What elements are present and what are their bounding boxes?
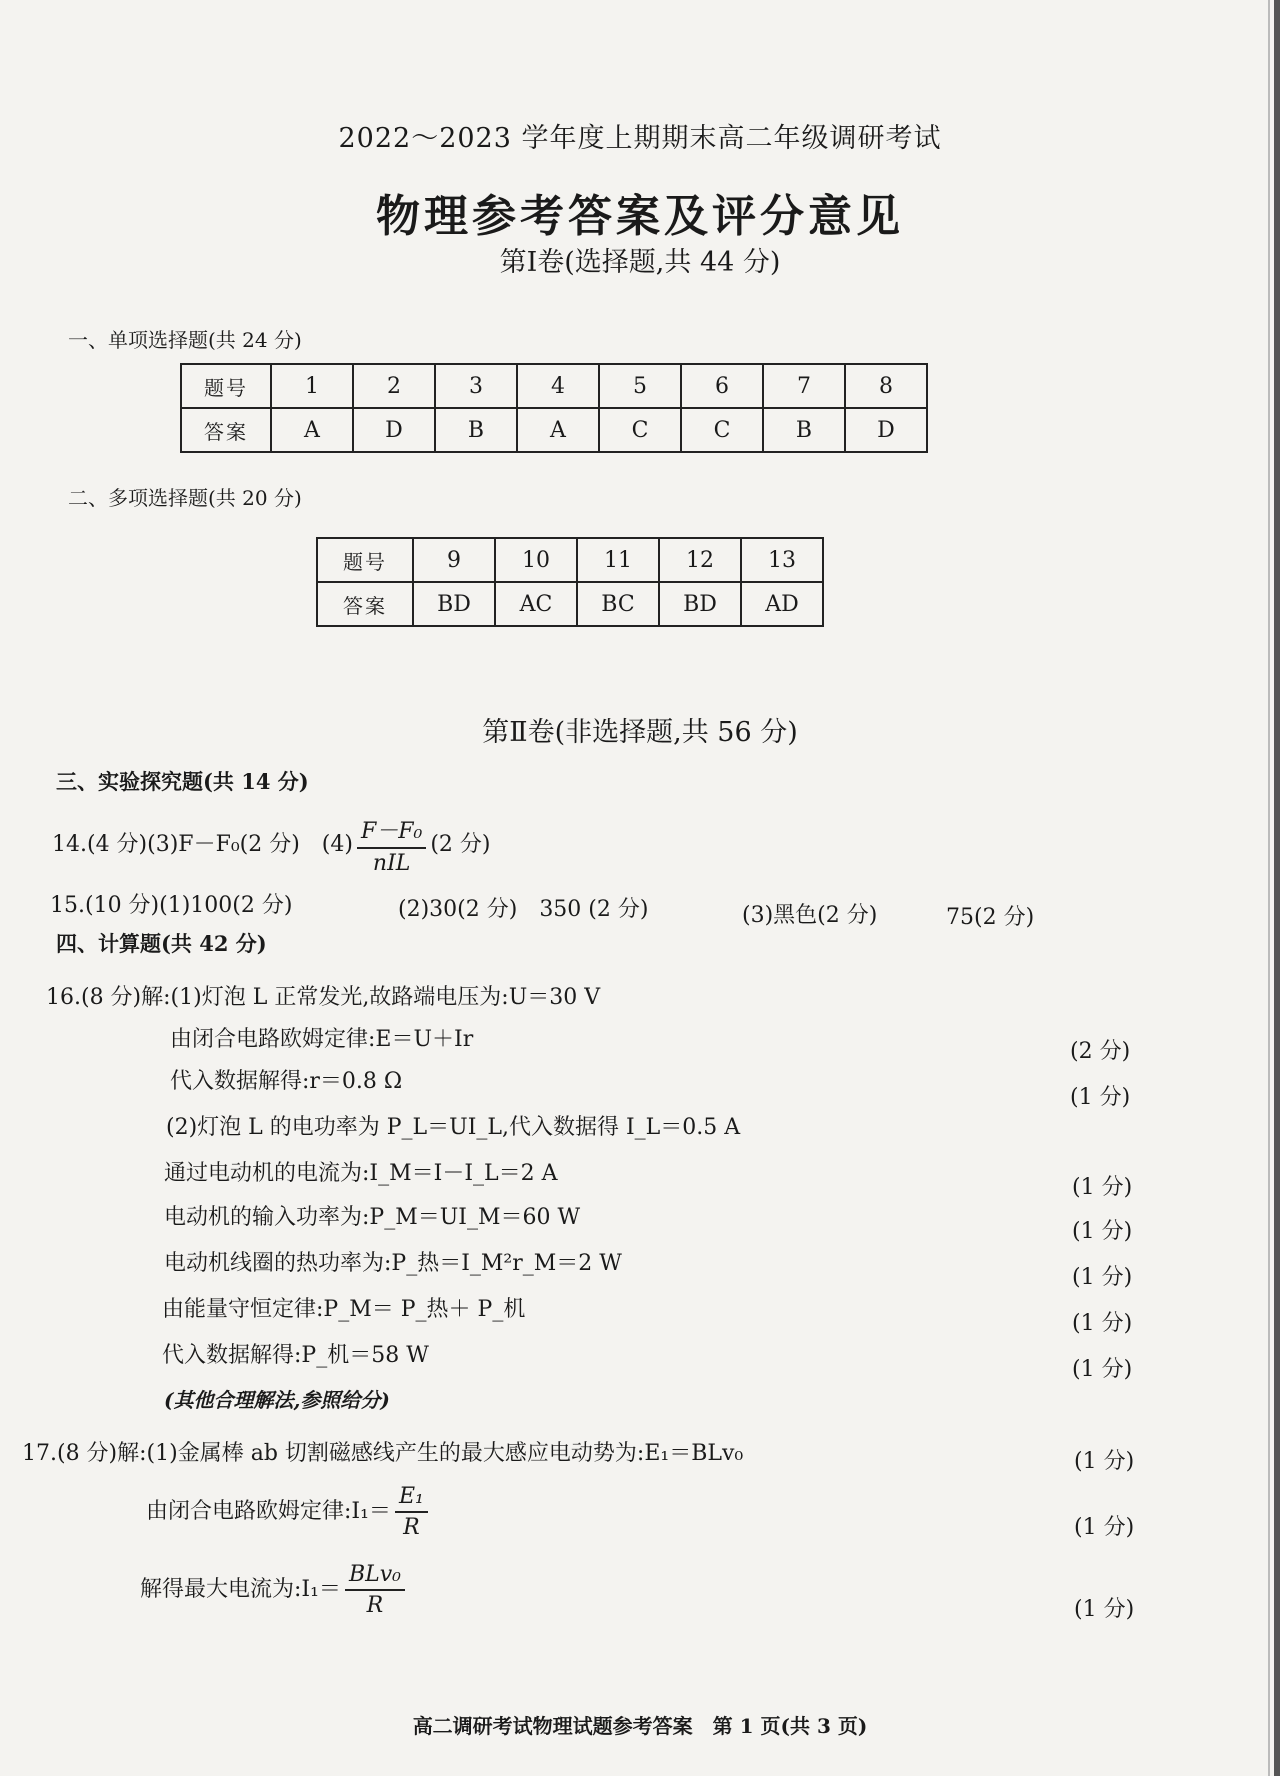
question-number-cell: 1 (271, 364, 353, 408)
answer-cell: BD (413, 582, 495, 626)
question-number-cell: 9 (413, 538, 495, 582)
q17-score-3: (1 分) (1074, 1597, 1135, 1622)
q16-line-4: (2)灯泡 L 的电功率为 P_L＝UI_L,代入数据得 I_L＝0.5 A (166, 1115, 741, 1140)
answer-cell: A (517, 408, 599, 452)
answer-cell: D (845, 408, 927, 452)
q14-fraction (357, 814, 426, 876)
row-label-number: 题号 (317, 538, 413, 582)
multi-choice-heading: 二、多项选择题(共 20 分) (68, 486, 302, 510)
q17-line-1: 17.(8 分)解:(1)金属棒 ab 切割磁感线产生的最大感应电动势为:E₁＝BLv₀ (22, 1441, 744, 1466)
part1-heading: 第Ⅰ卷(选择题,共 44 分) (499, 247, 781, 278)
q15-part2: (2)30(2 分) 350 (2 分) (398, 897, 649, 922)
q17-score-1: (1 分) (1074, 1449, 1135, 1474)
q16-line-8: 由能量守恒定律:P_M＝ P_热＋ P_机 (162, 1297, 526, 1322)
row-label-answer: 答案 (317, 582, 413, 626)
multi-choice-table (316, 537, 824, 627)
q17-line-3 (140, 1562, 409, 1618)
q16-score-8: (1 分) (1072, 1311, 1133, 1336)
question-number-cell: 3 (435, 364, 517, 408)
answer-cell: D (353, 408, 435, 452)
q15-part3: (3)黑色(2 分) (742, 903, 878, 928)
q16-line-5: 通过电动机的电流为:I_M＝I－I_L＝2 A (164, 1161, 558, 1186)
answer-cell: AD (741, 582, 823, 626)
answer-cell: AC (495, 582, 577, 626)
q14-fraction-den: nIL (372, 851, 411, 876)
q17-line-2 (146, 1484, 432, 1540)
exam-name: 2022～2023 学年度上期期末高二年级调研考试 (338, 123, 942, 154)
q14-line (52, 814, 491, 876)
q17-fraction-2-num: BLv₀ (345, 1562, 405, 1591)
row-label-number: 题号 (181, 364, 271, 408)
table-row-numbers (181, 364, 927, 408)
question-number-cell: 6 (681, 364, 763, 408)
table-row-answers (317, 582, 823, 626)
answer-cell: B (763, 408, 845, 452)
row-label-answer: 答案 (181, 408, 271, 452)
q17-fraction-1 (395, 1484, 428, 1540)
question-number-cell: 5 (599, 364, 681, 408)
section3-heading: 三、实验探究题(共 14 分) (56, 769, 309, 794)
answer-cell: B (435, 408, 517, 452)
q17-fraction-2 (345, 1562, 405, 1618)
page-footer: 高二调研考试物理试题参考答案 第 1 页(共 3 页) (412, 1714, 868, 1738)
q16-score-3: (1 分) (1070, 1085, 1131, 1110)
single-choice-table (180, 363, 928, 453)
q16-score-7: (1 分) (1072, 1265, 1133, 1290)
q16-score-9: (1 分) (1072, 1357, 1133, 1382)
section4-heading: 四、计算题(共 42 分) (56, 931, 267, 956)
q14-fraction-num: F－F₀ (357, 814, 426, 849)
single-choice-heading: 一、单项选择题(共 24 分) (68, 328, 302, 352)
q17-fraction-2-den: R (366, 1593, 384, 1618)
q16-line-2: 由闭合电路欧姆定律:E＝U＋Ir (170, 1027, 474, 1052)
q15-part1: 15.(10 分)(1)100(2 分) (50, 893, 293, 918)
question-number-cell: 4 (517, 364, 599, 408)
question-number-cell: 7 (763, 364, 845, 408)
question-number-cell: 10 (495, 538, 577, 582)
answer-cell: C (681, 408, 763, 452)
q17-score-2: (1 分) (1074, 1515, 1135, 1540)
q16-note: (其他合理解法,参照给分) (164, 1388, 390, 1412)
q17-line-2-prefix: 由闭合电路欧姆定律:I₁＝ (146, 1499, 391, 1524)
question-number-cell: 8 (845, 364, 927, 408)
q16-score-5: (1 分) (1072, 1175, 1133, 1200)
page-title: 物理参考答案及评分意见 (376, 191, 904, 242)
answer-cell: BD (659, 582, 741, 626)
q16-score-2: (2 分) (1070, 1039, 1131, 1064)
q16-line-3: 代入数据解得:r＝0.8 Ω (170, 1069, 403, 1094)
q16-line-6: 电动机的输入功率为:P_M＝UI_M＝60 W (164, 1205, 581, 1230)
table-row-numbers (317, 538, 823, 582)
question-number-cell: 11 (577, 538, 659, 582)
q16-line-7: 电动机线圈的热功率为:P_热＝I_M²r_M＝2 W (164, 1251, 622, 1276)
q17-fraction-1-num: E₁ (395, 1484, 428, 1513)
answer-cell: A (271, 408, 353, 452)
part2-heading: 第Ⅱ卷(非选择题,共 56 分) (482, 717, 798, 748)
q15-part4: 75(2 分) (946, 905, 1035, 930)
q14-prefix: 14.(4 分)(3)F－F₀(2 分) (4) (52, 832, 353, 857)
question-number-cell: 13 (741, 538, 823, 582)
q16-line-1: 16.(8 分)解:(1)灯泡 L 正常发光,故路端电压为:U＝30 V (46, 985, 601, 1010)
answer-cell: C (599, 408, 681, 452)
q16-line-9: 代入数据解得:P_机＝58 W (162, 1343, 429, 1368)
table-row-answers (181, 408, 927, 452)
q17-line-3-prefix: 解得最大电流为:I₁＝ (140, 1577, 341, 1602)
question-number-cell: 12 (659, 538, 741, 582)
q14-suffix: (2 分) (430, 832, 491, 857)
answer-cell: BC (577, 582, 659, 626)
q16-score-6: (1 分) (1072, 1219, 1133, 1244)
q17-fraction-1-den: R (403, 1515, 420, 1540)
question-number-cell: 2 (353, 364, 435, 408)
